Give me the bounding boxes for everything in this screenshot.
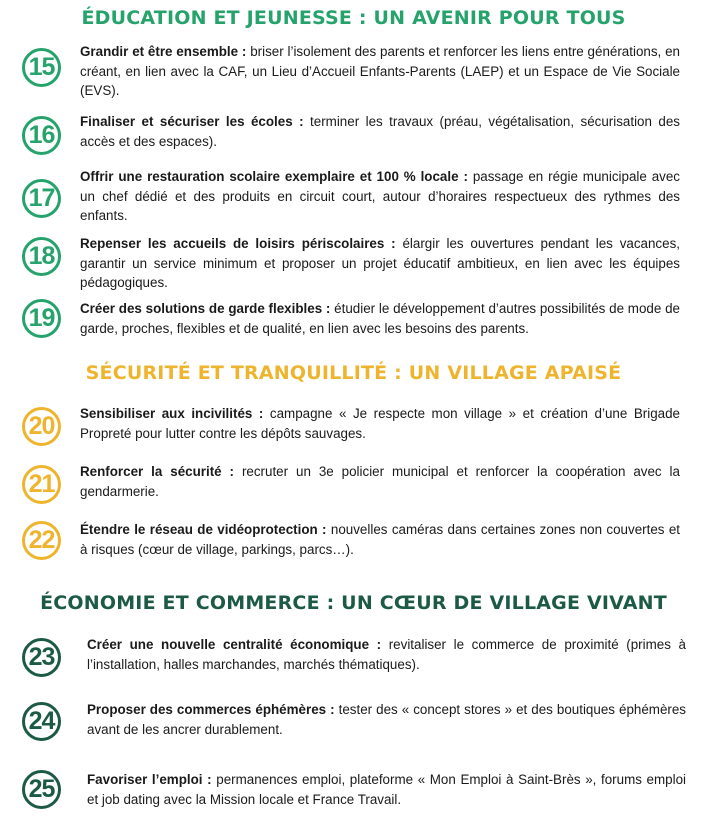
item-body: revitaliser le commerce de proximité (primes à l’installation, halles marchandes, marchés thématiques). — [87, 637, 686, 672]
item-body: permanences emploi, plateforme « Mon Emploi à Saint-Brès », forums emploi et job dating avec la Mission locale et France Travail. — [87, 772, 686, 807]
section-title-education: ÉDUCATION ET JEUNESSE : UN AVENIR POUR TOUS — [81, 7, 626, 29]
item-text — [80, 167, 680, 226]
item-text — [80, 404, 680, 443]
item-text — [80, 462, 680, 501]
item-text — [80, 299, 680, 338]
number-badge: 18 — [22, 237, 61, 276]
number-badge: 21 — [22, 465, 61, 504]
number-badge: 25 — [22, 770, 61, 809]
item-text — [87, 770, 686, 809]
item-text — [80, 112, 680, 151]
item-title: Proposer des commerces éphémères : — [87, 702, 335, 717]
item-text — [80, 42, 680, 101]
number-badge: 23 — [22, 638, 61, 677]
section-title-security: SÉCURITÉ ET TRANQUILLITÉ : UN VILLAGE APAISÉ — [85, 362, 622, 384]
item-text — [87, 700, 686, 739]
section-title-economy: ÉCONOMIE ET COMMERCE : UN CŒUR DE VILLAGE VIVANT — [40, 592, 667, 614]
item-body: briser l’isolement des parents et renforcer les liens entre générations, en créant, en lien avec la CAF, un Lieu d’Accueil Enfants-Parents (LAEP) et un Espace de Vie Sociale (EVS). — [80, 44, 680, 98]
number-badge: 17 — [22, 179, 61, 218]
number-badge: 19 — [22, 299, 61, 338]
item-body: étudier le développement d’autres possibilités de mode de garde, proches, flexibles et de qualité, en lien avec les besoins des parents. — [80, 301, 680, 336]
number-badge: 15 — [22, 48, 61, 87]
number-badge: 16 — [22, 116, 61, 155]
item-body: terminer les travaux (préau, végétalisation, sécurisation des accès et des espaces). — [80, 114, 680, 149]
item-text — [80, 520, 680, 559]
number-badge: 22 — [22, 521, 61, 560]
item-body: nouvelles caméras dans certaines zones non couvertes et à risques (cœur de village, parkings, parcs…). — [80, 522, 680, 557]
item-title: Étendre le réseau de vidéoprotection : — [80, 522, 327, 537]
number-badge: 20 — [22, 407, 61, 446]
item-title: Renforcer la sécurité : — [80, 464, 235, 479]
item-body: campagne « Je respecte mon village » et création d’une Brigade Propreté pour lutter contre les dépôts sauvages. — [80, 406, 680, 441]
item-title: Créer une nouvelle centralité économique : — [87, 637, 382, 652]
item-title: Grandir et être ensemble : — [80, 44, 247, 59]
item-text — [80, 234, 680, 293]
item-title: Finaliser et sécuriser les écoles : — [80, 114, 304, 129]
item-title: Favoriser l’emploi : — [87, 772, 212, 787]
item-title: Repenser les accueils de loisirs périscolaires : — [80, 236, 396, 251]
item-title: Créer des solutions de garde flexibles : — [80, 301, 331, 316]
number-badge: 24 — [22, 702, 61, 741]
item-body: élargir les ouvertures pendant les vacances, garantir un service minimum et proposer un projet éducatif ambitieux, en lien avec les équipes pédagogiques. — [80, 236, 680, 290]
item-text — [87, 635, 686, 674]
item-body: passage en régie municipale avec un chef dédié et des produits en circuit court, autour d’horaires respectueux des rythmes des enfants. — [80, 169, 680, 223]
item-body: recruter un 3e policier municipal et renforcer la coopération avec la gendarmerie. — [80, 464, 680, 499]
item-body: tester des « concept stores » et des boutiques éphémères avant de les ancrer durablement. — [87, 702, 686, 737]
item-title: Sensibiliser aux incivilités : — [80, 406, 264, 421]
item-title: Offrir une restauration scolaire exemplaire et 100 % locale : — [80, 169, 468, 184]
